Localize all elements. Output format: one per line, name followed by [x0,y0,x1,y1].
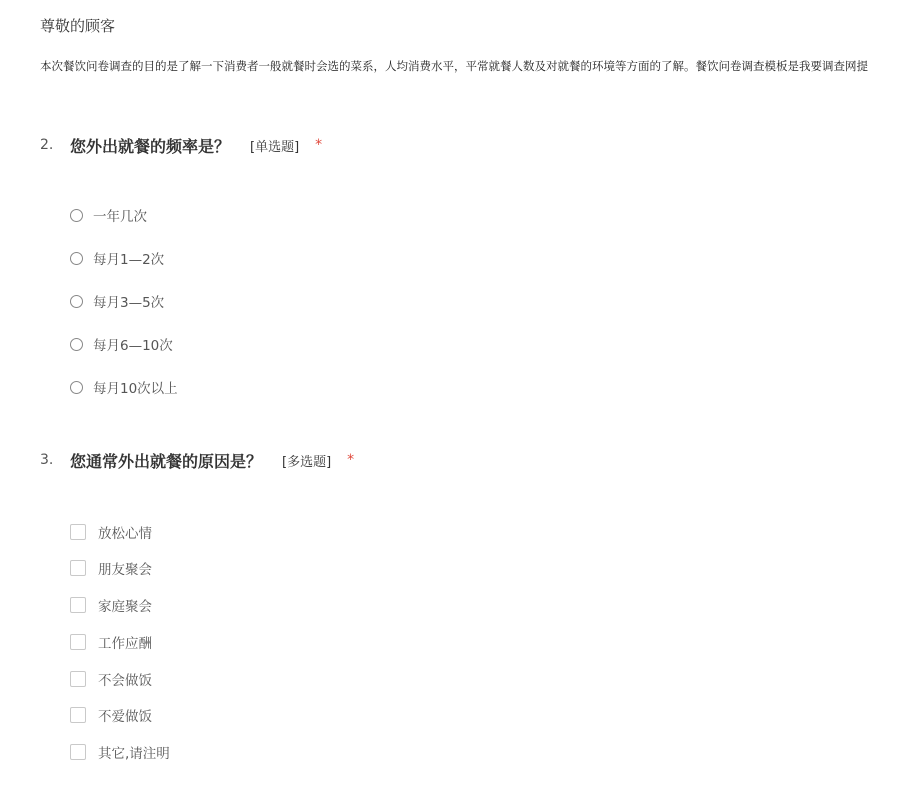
checkbox-option[interactable] [70,595,152,615]
checkbox[interactable] [70,560,86,576]
option-label: 工作应酬 [98,636,152,652]
radio-option[interactable] [70,291,164,311]
checkbox-option[interactable] [70,558,152,578]
option-label: 不爱做饭 [98,709,152,725]
radio-option[interactable] [70,334,173,354]
radio-option[interactable] [70,205,147,225]
greeting-heading: 尊敬的顾客 [40,17,116,35]
required-mark: * [315,137,323,153]
option-label: 不会做饭 [98,673,152,689]
question-3-title [40,448,354,472]
radio-option[interactable] [70,248,164,268]
option-label: 每月1—2次 [93,252,165,268]
radio-button[interactable] [70,295,83,308]
checkbox-option[interactable] [70,742,170,762]
question-type-label: [单选题] [250,139,300,155]
checkbox[interactable] [70,524,86,540]
checkbox-option[interactable] [70,669,152,689]
option-label: 每月10次以上 [93,381,178,397]
question-type-label: [多选题] [282,454,332,470]
checkbox[interactable] [70,671,86,687]
question-2-title [40,133,322,157]
checkbox[interactable] [70,634,86,650]
question-number: 2. [40,137,54,153]
checkbox-option[interactable] [70,705,152,725]
question-text: 您通常外出就餐的原因是？ [70,451,263,471]
option-label: 其它,请注明 [98,746,170,762]
question-text: 您外出就餐的频率是？ [70,136,231,156]
radio-button[interactable] [70,209,83,222]
option-label: 放松心情 [98,526,152,542]
survey-intro-text: 本次餐饮问卷调查的目的是了解一下消费者一般就餐时会选的菜系，人均消费水平，平常就餐人数及对就餐的环境等方面的了解。餐饮问卷调查模板是我要调查网提 [40,59,868,73]
checkbox[interactable] [70,597,86,613]
option-label: 家庭聚会 [98,599,152,615]
checkbox-option[interactable] [70,522,152,542]
radio-option[interactable] [70,377,178,397]
required-mark: * [347,452,355,468]
option-label: 朋友聚会 [98,562,152,578]
checkbox[interactable] [70,707,86,723]
option-label: 每月6—10次 [93,338,173,354]
checkbox[interactable] [70,744,86,760]
option-label: 一年几次 [93,209,147,225]
radio-button[interactable] [70,338,83,351]
radio-button[interactable] [70,252,83,265]
checkbox-option[interactable] [70,632,152,652]
option-label: 每月3—5次 [93,295,165,311]
radio-button[interactable] [70,381,83,394]
question-number: 3. [40,452,54,468]
